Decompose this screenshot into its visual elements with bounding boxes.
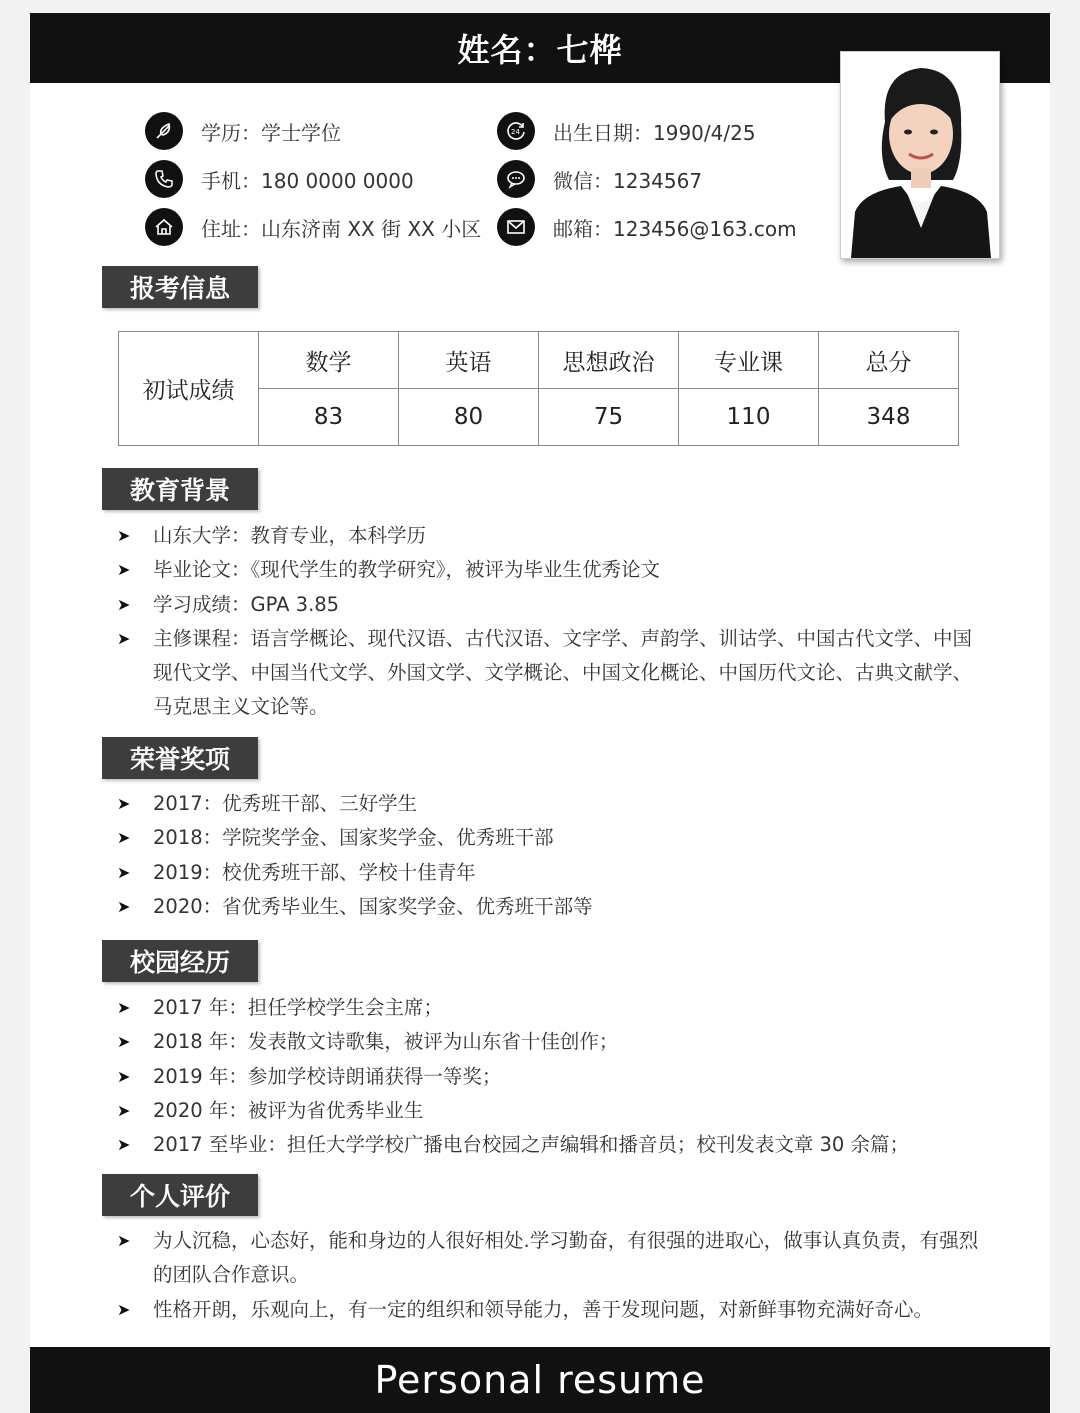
score-header-math: 数学 xyxy=(259,332,399,389)
section-evaluation-heading: 个人评价 xyxy=(102,1174,258,1216)
portrait-image xyxy=(841,52,999,258)
chat-icon xyxy=(497,160,535,198)
education-list xyxy=(115,519,985,725)
score-value-math: 83 xyxy=(259,389,399,446)
section-education-heading: 教育背景 xyxy=(102,468,258,510)
arrow-bullet-icon: ➤ xyxy=(117,560,131,580)
phone-text: 手机：180 0000 0000 xyxy=(201,168,414,193)
arrow-bullet-icon: ➤ xyxy=(117,794,131,813)
list-item: ➤ 2020：省优秀毕业生、国家奖学金、优秀班干部等 xyxy=(115,890,985,924)
list-item: ➤ 2020 年：被评为省优秀毕业生 xyxy=(115,1094,985,1128)
list-item: ➤ 主修课程：语言学概论、现代汉语、古代汉语、文字学、声韵学、训诂学、中国古代文学、中国现代文学、中国当代文学、外国文学、文学概论、中国文化概论、中国历代文论、古典文献学、马克思主义文论等。 xyxy=(115,622,985,725)
arrow-bullet-icon: ➤ xyxy=(117,896,131,916)
score-row-label: 初试成绩 xyxy=(119,332,259,446)
honors-list xyxy=(115,787,985,924)
score-value-english: 80 xyxy=(399,389,539,446)
list-item: ➤ 2017 年：担任学校学生会主席； xyxy=(115,991,985,1025)
score-header-major: 专业课 xyxy=(679,332,819,389)
clock-24-icon xyxy=(497,112,535,150)
info-birthday xyxy=(497,111,756,151)
mail-icon xyxy=(497,208,535,246)
footer-bar xyxy=(30,1347,1050,1413)
arrow-bullet-icon: ➤ xyxy=(117,828,131,848)
resume-sheet xyxy=(30,13,1050,1413)
score-header-politics: 思想政治 xyxy=(539,332,679,389)
phone-icon xyxy=(145,160,183,198)
arrow-bullet-icon: ➤ xyxy=(117,998,131,1017)
email-text: 邮箱：123456@163.com xyxy=(553,216,797,241)
arrow-bullet-icon: ➤ xyxy=(117,1100,131,1120)
list-item: ➤ 性格开朗，乐观向上，有一定的组织和领导能力，善于发现问题，对新鲜事物充满好奇心。 xyxy=(115,1293,985,1327)
campus-list xyxy=(115,991,985,1162)
info-phone xyxy=(145,159,414,199)
footer-title: Personal resume xyxy=(374,1358,706,1402)
score-value-total: 348 xyxy=(819,389,959,446)
info-email xyxy=(497,207,797,247)
score-header-english: 英语 xyxy=(399,332,539,389)
score-value-politics: 75 xyxy=(539,389,679,446)
arrow-bullet-icon: ➤ xyxy=(117,1231,131,1250)
arrow-bullet-icon: ➤ xyxy=(117,1299,131,1319)
arrow-bullet-icon: ➤ xyxy=(117,1066,131,1086)
list-item: ➤ 2018：学院奖学金、国家奖学金、优秀班干部 xyxy=(115,821,985,855)
wechat-text: 微信：1234567 xyxy=(553,168,703,193)
birthday-text: 出生日期：1990/4/25 xyxy=(553,120,756,145)
list-item: ➤ 2017：优秀班干部、三好学生 xyxy=(115,787,985,821)
contact-info xyxy=(145,111,835,261)
page-title: 姓名：七桦 xyxy=(457,31,623,69)
arrow-bullet-icon: ➤ xyxy=(117,1135,131,1155)
info-wechat xyxy=(497,159,702,199)
list-item: ➤ 2019 年：参加学校诗朗诵获得一等奖； xyxy=(115,1060,985,1094)
arrow-bullet-icon: ➤ xyxy=(117,1032,131,1052)
arrow-bullet-icon: ➤ xyxy=(117,526,131,545)
score-header-row xyxy=(119,332,959,389)
education-text: 学历：学士学位 xyxy=(201,120,341,145)
profile-photo xyxy=(840,51,1000,259)
list-item: ➤ 毕业论文：《现代学生的教学研究》，被评为毕业生优秀论文 xyxy=(115,553,985,587)
evaluation-list xyxy=(115,1224,985,1327)
list-item: ➤ 2018 年：发表散文诗歌集，被评为山东省十佳创作； xyxy=(115,1025,985,1059)
list-item: ➤ 2017 至毕业：担任大学学校广播电台校园之声编辑和播音员；校刊发表文章 30 余篇； xyxy=(115,1128,985,1162)
section-campus-heading: 校园经历 xyxy=(102,940,258,982)
address-text: 住址：山东济南 XX 街 XX 小区 xyxy=(201,216,482,241)
info-address xyxy=(145,207,481,247)
list-item: ➤ 山东大学：教育专业，本科学历 xyxy=(115,519,985,553)
svg-text:24: 24 xyxy=(511,128,520,136)
home-icon xyxy=(145,208,183,246)
arrow-bullet-icon: ➤ xyxy=(117,628,131,648)
list-item: ➤ 为人沉稳，心态好，能和身边的人很好相处.学习勤奋，有很强的进取心，做事认真负责，有强烈的团队合作意识。 xyxy=(115,1224,985,1293)
list-item: ➤ 学习成绩：GPA 3.85 xyxy=(115,588,985,622)
score-header-total: 总分 xyxy=(819,332,959,389)
list-item: ➤ 2019：校优秀班干部、学校十佳青年 xyxy=(115,856,985,890)
feather-icon xyxy=(145,112,183,150)
score-value-major: 110 xyxy=(679,389,819,446)
section-exam-heading: 报考信息 xyxy=(102,266,258,308)
arrow-bullet-icon: ➤ xyxy=(117,594,131,614)
arrow-bullet-icon: ➤ xyxy=(117,862,131,882)
info-education xyxy=(145,111,341,151)
score-table xyxy=(118,331,959,446)
section-honors-heading: 荣誉奖项 xyxy=(102,737,258,779)
